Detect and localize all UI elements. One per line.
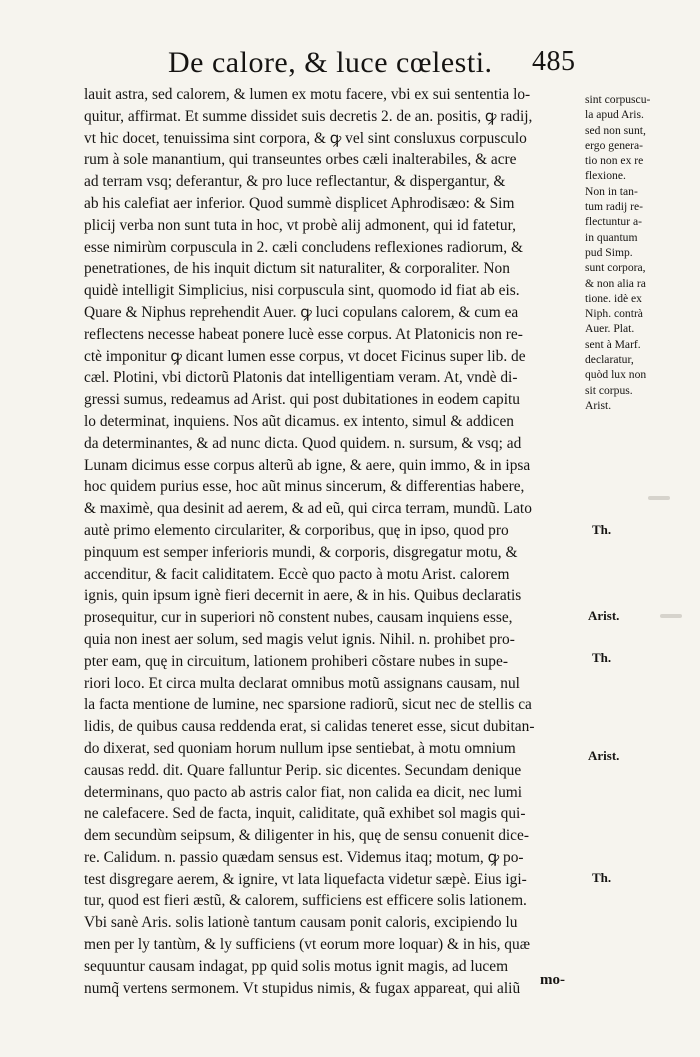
marginal-marker-arist: Arist. bbox=[588, 608, 620, 623]
ink-smudge bbox=[660, 614, 682, 618]
marginal-marker-th: Th. bbox=[592, 522, 612, 537]
text-line: gressi sumus, redeamus ad Arist. qui post dubitationes in eodem capitu bbox=[84, 391, 521, 409]
text-line: reflectens necesse habeat ponere lucè esse corpus. At Platonicis non re- bbox=[84, 325, 523, 343]
text-line: ab his calefiat aer inferior. Quod summè displicet Aphrodisæo: & Sim bbox=[84, 194, 515, 212]
text-line: lauit astra, sed calorem, & lumen ex motu facere, vbi ex sui sententia lo- bbox=[84, 86, 531, 103]
margin-note-line: tum radij re- bbox=[585, 200, 643, 214]
margin-note-line: sed non sunt, bbox=[585, 123, 646, 137]
text-line: da determinantes, & ad nunc dicta. Quod quidem. n. sursum, & vsq; ad bbox=[84, 434, 522, 452]
text-line: quia non inest aer solum, sed magis velut ignis. Nihil. n. prohibet pro- bbox=[84, 630, 515, 648]
margin-note-line: sunt corpora, bbox=[585, 261, 646, 275]
margin-note-line: sit corpus. bbox=[585, 383, 633, 397]
text-line: autè primo elemento circulariter, & corporibus, quę in ipso, quod pro bbox=[84, 521, 509, 539]
margin-note-line: Arist. bbox=[585, 398, 612, 412]
text-line: lidis, de quibus causa reddenda erat, si calidas teneret esse, sicut dubitan- bbox=[84, 718, 535, 736]
running-head bbox=[150, 42, 585, 82]
main-text-column bbox=[84, 84, 584, 999]
text-line: accenditur, & facit caliditatem. Eccè quo pacto à motu Arist. calorem bbox=[84, 565, 510, 583]
ink-smudge bbox=[648, 496, 670, 500]
text-line: cæl. Plotini, vbi dictorũ Platonis dat intelligentiam veram. At, vndè di- bbox=[84, 369, 518, 387]
text-line: lo determinat, inquiens. Nos aũt dicamus. ex intento, simul & addicen bbox=[84, 412, 514, 430]
text-line: & maximè, qua desinit ad aerem, & ad eũ, qui circa terram, mundũ. Lato bbox=[84, 500, 532, 518]
margin-note-line: declaratur, bbox=[585, 353, 634, 367]
page-title: De calore, & luce cœlesti. bbox=[168, 46, 493, 79]
margin-note-line: quòd lux non bbox=[585, 368, 647, 382]
text-line: quitur, affirmat. Et summe dissidet suis decretis 2. de an. positis, ꝙ radij, bbox=[84, 107, 533, 125]
text-line: men per ly tantùm, & ly sufficiens (vt eorum more loquar) & in his, quæ bbox=[84, 936, 530, 954]
margin-note-line: tio non ex re bbox=[585, 154, 644, 168]
catchword: mo- bbox=[540, 972, 565, 988]
text-line: riori loco. Et circa multa declarat omnibus motũ assignans causam, nul bbox=[84, 674, 520, 692]
text-line: tur, quod est fieri æstũ, & calorem, sufficiens est efficere solis lationem. bbox=[84, 892, 527, 910]
margin-note-line: flectuntur a- bbox=[585, 215, 642, 229]
text-line: ctè imponitur ꝙ dicant lumen esse corpus, vt docet Ficinus super lib. de bbox=[84, 347, 526, 365]
text-line: hoc quidem purius esse, hoc aũt minus sincerum, & differentias habere, bbox=[84, 478, 525, 496]
margin-note-line: pud Simp. bbox=[585, 245, 633, 259]
text-line: re. Calidum. n. passio quædam sensus est. Videmus itaq; motum, ꝙ po- bbox=[84, 848, 524, 866]
text-line: la facta mentione de lumine, nec sparsione radiorũ, sicut nec de stellis ca bbox=[84, 696, 532, 714]
text-line: penetrationes, de his inquit dictum sit naturaliter, & corporaliter. Non bbox=[84, 260, 510, 278]
text-line: numq̃ vertens sermonem. Vt stupidus nimis, & fugax appareat, qui aliũ bbox=[84, 979, 521, 997]
text-line: vt hic docet, tenuissima sint corpora, & ꝙ vel sint consluxus corpusculo bbox=[84, 129, 527, 147]
margin-note-line: sint corpuscu- bbox=[585, 93, 651, 106]
margin-note-line: Non in tan- bbox=[585, 184, 638, 198]
text-line: pter eam, quę in circuitum, lationem prohiberi cõstare nubes in supe- bbox=[84, 652, 508, 670]
text-line: quidè intelligit Simplicius, nisi corpuscula sint, quomodo id fiat ab eis. bbox=[84, 282, 520, 300]
margin-note-line: & non alia ra bbox=[585, 276, 646, 290]
margin-note-line: flexione. bbox=[585, 169, 626, 183]
page-number: 485 bbox=[532, 46, 576, 77]
margin-note-line: ergo genera- bbox=[585, 138, 644, 152]
margin-note-line: in quantum bbox=[585, 230, 638, 244]
text-line: pinquum est semper inferioris mundi, & corporis, disgregatur motu, & bbox=[84, 543, 518, 561]
text-line: plicij verba non sunt tuta in hoc, vt probè alij admonent, qui id fatetur, bbox=[84, 216, 516, 234]
text-line: dem secundùm seipsum, & diligenter in his, quę de sensu conuenit dice- bbox=[84, 827, 529, 845]
text-line: do dixerat, sed quoniam horum nullum ipse sentiebat, à motu omnium bbox=[84, 739, 516, 757]
text-line: ad terram vsq; deferantur, & pro luce reflectantur, & dispergantur, & bbox=[84, 173, 506, 191]
text-line: prosequitur, cur in superiori nõ constent nubes, causam inquiens esse, bbox=[84, 609, 513, 627]
text-line: causas redd. dit. Quare falluntur Perip. sic dicentes. Secundam denique bbox=[84, 761, 522, 779]
text-line: test disgregare aerem, & ignire, vt lata liquefacta videtur sæpè. Eius igi- bbox=[84, 870, 527, 888]
text-line: Quare & Niphus reprehendit Auer. ꝙ luci copulans calorem, & cum ea bbox=[84, 303, 519, 321]
text-line: Lunam dicimus esse corpus alterũ ab igne, & aere, quin immo, & in ipsa bbox=[84, 456, 531, 474]
text-line: ignis, quin ipsum ignè fieri decernit in aere, & in his. Quibus declaratis bbox=[84, 587, 522, 605]
margin-note-line: tione. idè ex bbox=[585, 291, 642, 305]
margin-notes bbox=[585, 92, 695, 413]
text-line: sequuntur causam indagat, pp quid solis motus ignit magis, ad lucem bbox=[84, 957, 509, 975]
text-line: determinans, quo pacto ab astris calor fiat, non calida ea dicit, nec lumi bbox=[84, 783, 523, 801]
margin-note-line: Niph. contrà bbox=[585, 307, 643, 321]
marginal-marker-arist: Arist. bbox=[588, 748, 620, 763]
text-line: rum à sole manantium, qui transeuntes orbes cæli inalterabiles, & acre bbox=[84, 151, 517, 169]
text-line: Vbi sanè Aris. solis lationè tantum causam ponit caloris, excipiendo lu bbox=[84, 914, 518, 932]
margin-note-line: la apud Aris. bbox=[585, 108, 644, 122]
text-line: esse nimirùm corpuscula in 2. cæli concludens reflexiones radiorum, & bbox=[84, 238, 523, 256]
margin-note-line: sent à Marf. bbox=[585, 337, 641, 351]
margin-note-line: Auer. Plat. bbox=[585, 322, 635, 336]
marginal-marker-th: Th. bbox=[592, 650, 612, 665]
text-line: ne calefacere. Sed de facta, inquit, caliditate, quã exhibet sol magis qui- bbox=[84, 805, 526, 823]
marginal-marker-th: Th. bbox=[592, 870, 612, 885]
